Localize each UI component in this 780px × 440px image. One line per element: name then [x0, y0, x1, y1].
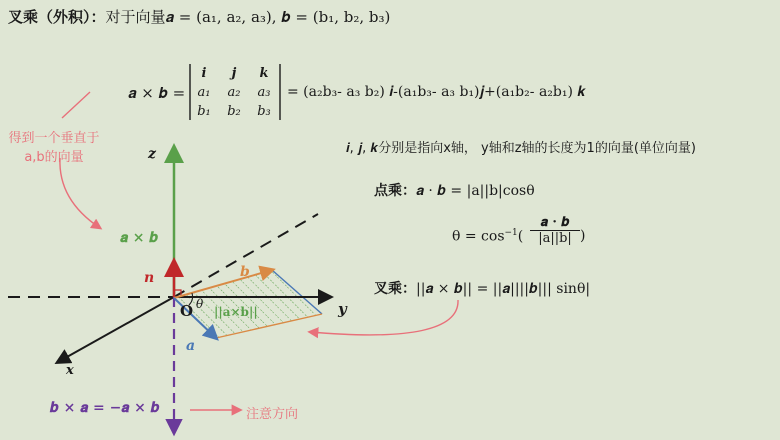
matrix-cell: b₁: [197, 104, 211, 119]
theta-denominator: |a||b|: [538, 231, 572, 246]
theta-paren-close: ): [580, 228, 586, 244]
matrix-cell: a₁: [197, 85, 211, 100]
axb-label: 𝒂 × 𝒃: [120, 230, 159, 246]
dot-label: 点乘：: [374, 183, 416, 199]
cross-label: 叉乘：: [374, 281, 416, 297]
x-axis: [58, 297, 174, 362]
magnitude-arrow: [310, 300, 458, 335]
theta-cos: θ = cos: [452, 228, 505, 245]
formula-rhs: = (a₂b₃- a₃ b₂) 𝒊-(a₁b₃- a₃ b₁)𝒋+(a₁b₂- a₂b₁) 𝒌: [287, 84, 586, 100]
bxa-label: 𝒃 × 𝒂 = −𝒂 × 𝒃: [50, 400, 160, 416]
title-a-def: 𝒂 = (a₁, a₂, a₃),: [165, 8, 277, 26]
theta-paren-open: (: [517, 228, 524, 245]
matrix-cell: a₂: [227, 85, 241, 100]
title-b-def: 𝒃 = (b₁, b₂, b₃): [281, 8, 391, 26]
theta-label: θ: [196, 297, 204, 311]
dot-formula: 𝒂 · 𝒃 = |a||b|cosθ: [416, 183, 535, 199]
theta-exp: −1: [504, 228, 518, 238]
area-label: ||a×b||: [214, 305, 258, 319]
unit-vector-note: 𝒊, 𝒋, 𝒌分别是指向x轴， y轴和z轴的长度为1的向量(单位向量): [346, 141, 696, 156]
matrix-cell: 𝒋: [231, 66, 237, 81]
direction-note: 注意方向: [246, 407, 299, 422]
perpendicular-arrow: [60, 158, 100, 228]
matrix-cell: 𝒊: [201, 66, 207, 81]
perpendicular-note-line1: 得到一个垂直于: [8, 131, 100, 146]
matrix-cell: b₂: [227, 104, 241, 119]
cross-formula: ||𝒂 × 𝒃|| = ||𝒂||||𝒃||| sinθ|: [416, 281, 591, 297]
theta-numerator: 𝒂 · 𝒃: [530, 215, 580, 231]
matrix-cell: b₃: [257, 104, 271, 119]
title-label: 叉乘（外积）：: [8, 8, 106, 26]
y-label: y: [338, 300, 347, 318]
perpendicular-note-line2: a,b的向量: [24, 150, 84, 165]
matrix-cell: 𝒌: [259, 66, 269, 81]
title-intro: 对于向量: [105, 8, 166, 26]
formula-lhs: 𝒂 × 𝒃 =: [128, 84, 186, 102]
z-label: z: [148, 146, 156, 162]
a-label: a: [186, 338, 196, 354]
matrix-cell: a₃: [257, 85, 271, 100]
origin-label: O: [180, 302, 194, 320]
b-label: b: [240, 264, 250, 280]
x-label: x: [66, 363, 74, 378]
n-label: n: [144, 270, 155, 286]
perpendicular-pointer: [62, 92, 90, 118]
